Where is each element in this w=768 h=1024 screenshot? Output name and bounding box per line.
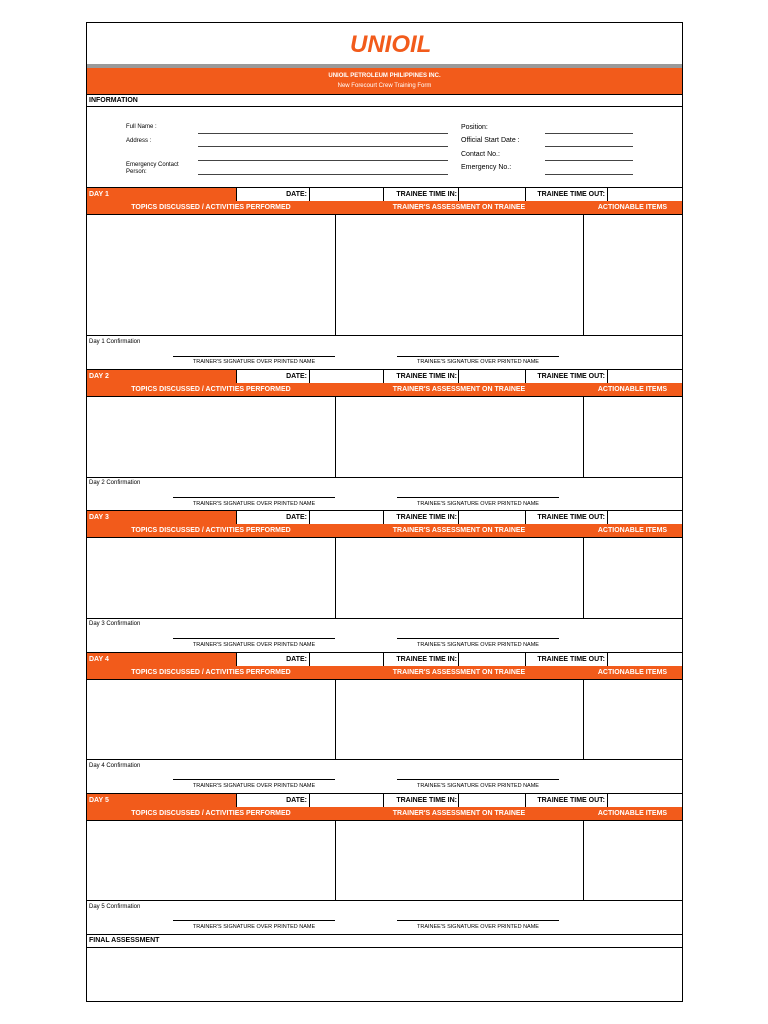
col-actions-header: ACTIONABLE ITEMS [597, 810, 668, 817]
time-in-label: TRAINEE TIME IN: [396, 373, 457, 380]
topics-area[interactable] [87, 397, 334, 476]
confirmation-label: Day 2 Confirmation [89, 480, 141, 486]
logo [348, 24, 436, 64]
assessment-area[interactable] [336, 397, 582, 476]
col-assessment-header: TRAINER'S ASSESSMENT ON TRAINEE [392, 386, 526, 393]
time-out-label: TRAINEE TIME OUT: [537, 514, 605, 521]
date-label: DATE: [286, 191, 307, 198]
start-date-field[interactable] [545, 146, 633, 147]
col-topics-header: TOPICS DISCUSSED / ACTIVITIES PERFORMED [131, 386, 291, 393]
col-assessment-header: TRAINER'S ASSESSMENT ON TRAINEE [392, 810, 526, 817]
date-field[interactable] [310, 653, 383, 666]
trainee-signature-line[interactable] [397, 356, 559, 357]
date-field[interactable] [310, 370, 383, 383]
day-label-cell [87, 794, 236, 807]
company-name: UNIOIL PETROLEUM PHILIPPINES INC. [328, 73, 441, 79]
trainer-signature-line[interactable] [173, 497, 335, 498]
trainer-signature-caption: TRAINER'S SIGNATURE OVER PRINTED NAME [192, 924, 316, 930]
col-assessment-header: TRAINER'S ASSESSMENT ON TRAINEE [392, 527, 526, 534]
trainer-signature-line[interactable] [173, 356, 335, 357]
day-label: DAY 3 [89, 514, 109, 521]
final-assessment-label: FINAL ASSESSMENT [89, 937, 160, 944]
col-actions-header: ACTIONABLE ITEMS [597, 669, 668, 676]
trainee-signature-line[interactable] [397, 779, 559, 780]
time-out-field[interactable] [608, 794, 682, 807]
header-band [87, 68, 682, 94]
trainer-signature-line[interactable] [173, 779, 335, 780]
emergency-contact-label: Emergency Contact Person: [126, 162, 179, 175]
date-field[interactable] [310, 794, 383, 807]
time-out-field[interactable] [608, 370, 682, 383]
col-actions-header: ACTIONABLE ITEMS [597, 527, 668, 534]
trainer-signature-caption: TRAINER'S SIGNATURE OVER PRINTED NAME [192, 642, 316, 648]
time-in-field[interactable] [459, 653, 525, 666]
col-topics-header: TOPICS DISCUSSED / ACTIVITIES PERFORMED [131, 810, 291, 817]
day-label-cell [87, 653, 236, 666]
trainee-signature-line[interactable] [397, 638, 559, 639]
assessment-area[interactable] [336, 821, 582, 899]
actions-area[interactable] [584, 821, 682, 899]
trainer-signature-line[interactable] [173, 638, 335, 639]
actions-area[interactable] [584, 680, 682, 758]
actions-area[interactable] [584, 538, 682, 617]
col-topics-header: TOPICS DISCUSSED / ACTIVITIES PERFORMED [131, 527, 291, 534]
trainer-signature-caption: TRAINER'S SIGNATURE OVER PRINTED NAME [192, 359, 316, 365]
confirmation-label: Day 1 Confirmation [89, 339, 141, 345]
trainer-signature-line[interactable] [173, 920, 335, 921]
full-name-label: Full Name : [126, 124, 157, 130]
day-label: DAY 2 [89, 373, 109, 380]
actions-area[interactable] [584, 397, 682, 476]
logo-wordmark: UNIOIL [350, 31, 432, 58]
trainee-signature-caption: TRAINEE'S SIGNATURE OVER PRINTED NAME [417, 642, 539, 648]
time-out-label: TRAINEE TIME OUT: [537, 797, 605, 804]
date-label: DATE: [286, 514, 307, 521]
topics-area[interactable] [87, 821, 334, 899]
date-label: DATE: [286, 373, 307, 380]
trainer-signature-caption: TRAINER'S SIGNATURE OVER PRINTED NAME [192, 783, 316, 789]
trainee-signature-line[interactable] [397, 920, 559, 921]
day-label-cell [87, 188, 236, 201]
trainee-signature-caption: TRAINEE'S SIGNATURE OVER PRINTED NAME [417, 783, 539, 789]
assessment-area[interactable] [336, 538, 582, 617]
time-in-field[interactable] [459, 370, 525, 383]
position-field[interactable] [545, 133, 633, 134]
emergency-contact-field[interactable] [198, 174, 448, 175]
assessment-area[interactable] [336, 215, 582, 334]
col-actions-header: ACTIONABLE ITEMS [597, 386, 668, 393]
time-out-field[interactable] [608, 511, 682, 524]
col-actions-header: ACTIONABLE ITEMS [597, 204, 668, 211]
date-label: DATE: [286, 656, 307, 663]
time-out-label: TRAINEE TIME OUT: [537, 373, 605, 380]
assessment-area[interactable] [336, 680, 582, 758]
time-out-field[interactable] [608, 188, 682, 201]
time-out-field[interactable] [608, 653, 682, 666]
emergency-no-field[interactable] [545, 174, 633, 175]
date-field[interactable] [310, 511, 383, 524]
col-assessment-header: TRAINER'S ASSESSMENT ON TRAINEE [392, 204, 526, 211]
day-label-cell [87, 370, 236, 383]
address-label: Address : [126, 138, 152, 144]
position-label: Position: [461, 124, 488, 131]
form-title: New Forecourt Crew Training Form [337, 83, 432, 89]
topics-area[interactable] [87, 680, 334, 758]
actions-area[interactable] [584, 215, 682, 334]
full-name-field[interactable] [198, 133, 448, 134]
time-out-label: TRAINEE TIME OUT: [537, 656, 605, 663]
confirmation-label: Day 4 Confirmation [89, 763, 141, 769]
confirmation-label: Day 5 Confirmation [89, 904, 141, 910]
address-field-2[interactable] [198, 160, 448, 161]
col-assessment-header: TRAINER'S ASSESSMENT ON TRAINEE [392, 669, 526, 676]
start-date-label: Official Start Date : [461, 137, 520, 144]
topics-area[interactable] [87, 538, 334, 617]
information-label: INFORMATION [89, 97, 138, 104]
confirmation-label: Day 3 Confirmation [89, 621, 141, 627]
trainee-signature-caption: TRAINEE'S SIGNATURE OVER PRINTED NAME [417, 924, 539, 930]
unioil-logo-icon [348, 24, 436, 64]
final-assessment-area[interactable] [87, 948, 682, 1001]
emergency-no-label: Emergency No.: [461, 164, 512, 171]
trainee-signature-caption: TRAINEE'S SIGNATURE OVER PRINTED NAME [417, 359, 539, 365]
day-label: DAY 1 [89, 191, 109, 198]
trainee-signature-line[interactable] [397, 497, 559, 498]
time-in-label: TRAINEE TIME IN: [396, 191, 457, 198]
date-label: DATE: [286, 797, 307, 804]
contact-no-field[interactable] [545, 160, 633, 161]
col-topics-header: TOPICS DISCUSSED / ACTIVITIES PERFORMED [131, 204, 291, 211]
contact-no-label: Contact No.: [461, 151, 500, 158]
day-label-cell [87, 511, 236, 524]
trainee-signature-caption: TRAINEE'S SIGNATURE OVER PRINTED NAME [417, 501, 539, 507]
date-field[interactable] [310, 188, 383, 201]
time-in-label: TRAINEE TIME IN: [396, 514, 457, 521]
col-topics-header: TOPICS DISCUSSED / ACTIVITIES PERFORMED [131, 669, 291, 676]
time-in-label: TRAINEE TIME IN: [396, 656, 457, 663]
address-field-1[interactable] [198, 146, 448, 147]
time-in-field[interactable] [459, 794, 525, 807]
topics-area[interactable] [87, 215, 334, 334]
time-in-field[interactable] [459, 511, 525, 524]
trainer-signature-caption: TRAINER'S SIGNATURE OVER PRINTED NAME [192, 501, 316, 507]
day-label: DAY 5 [89, 797, 109, 804]
time-in-label: TRAINEE TIME IN: [396, 797, 457, 804]
time-out-label: TRAINEE TIME OUT: [537, 191, 605, 198]
day-label: DAY 4 [89, 656, 109, 663]
time-in-field[interactable] [459, 188, 525, 201]
